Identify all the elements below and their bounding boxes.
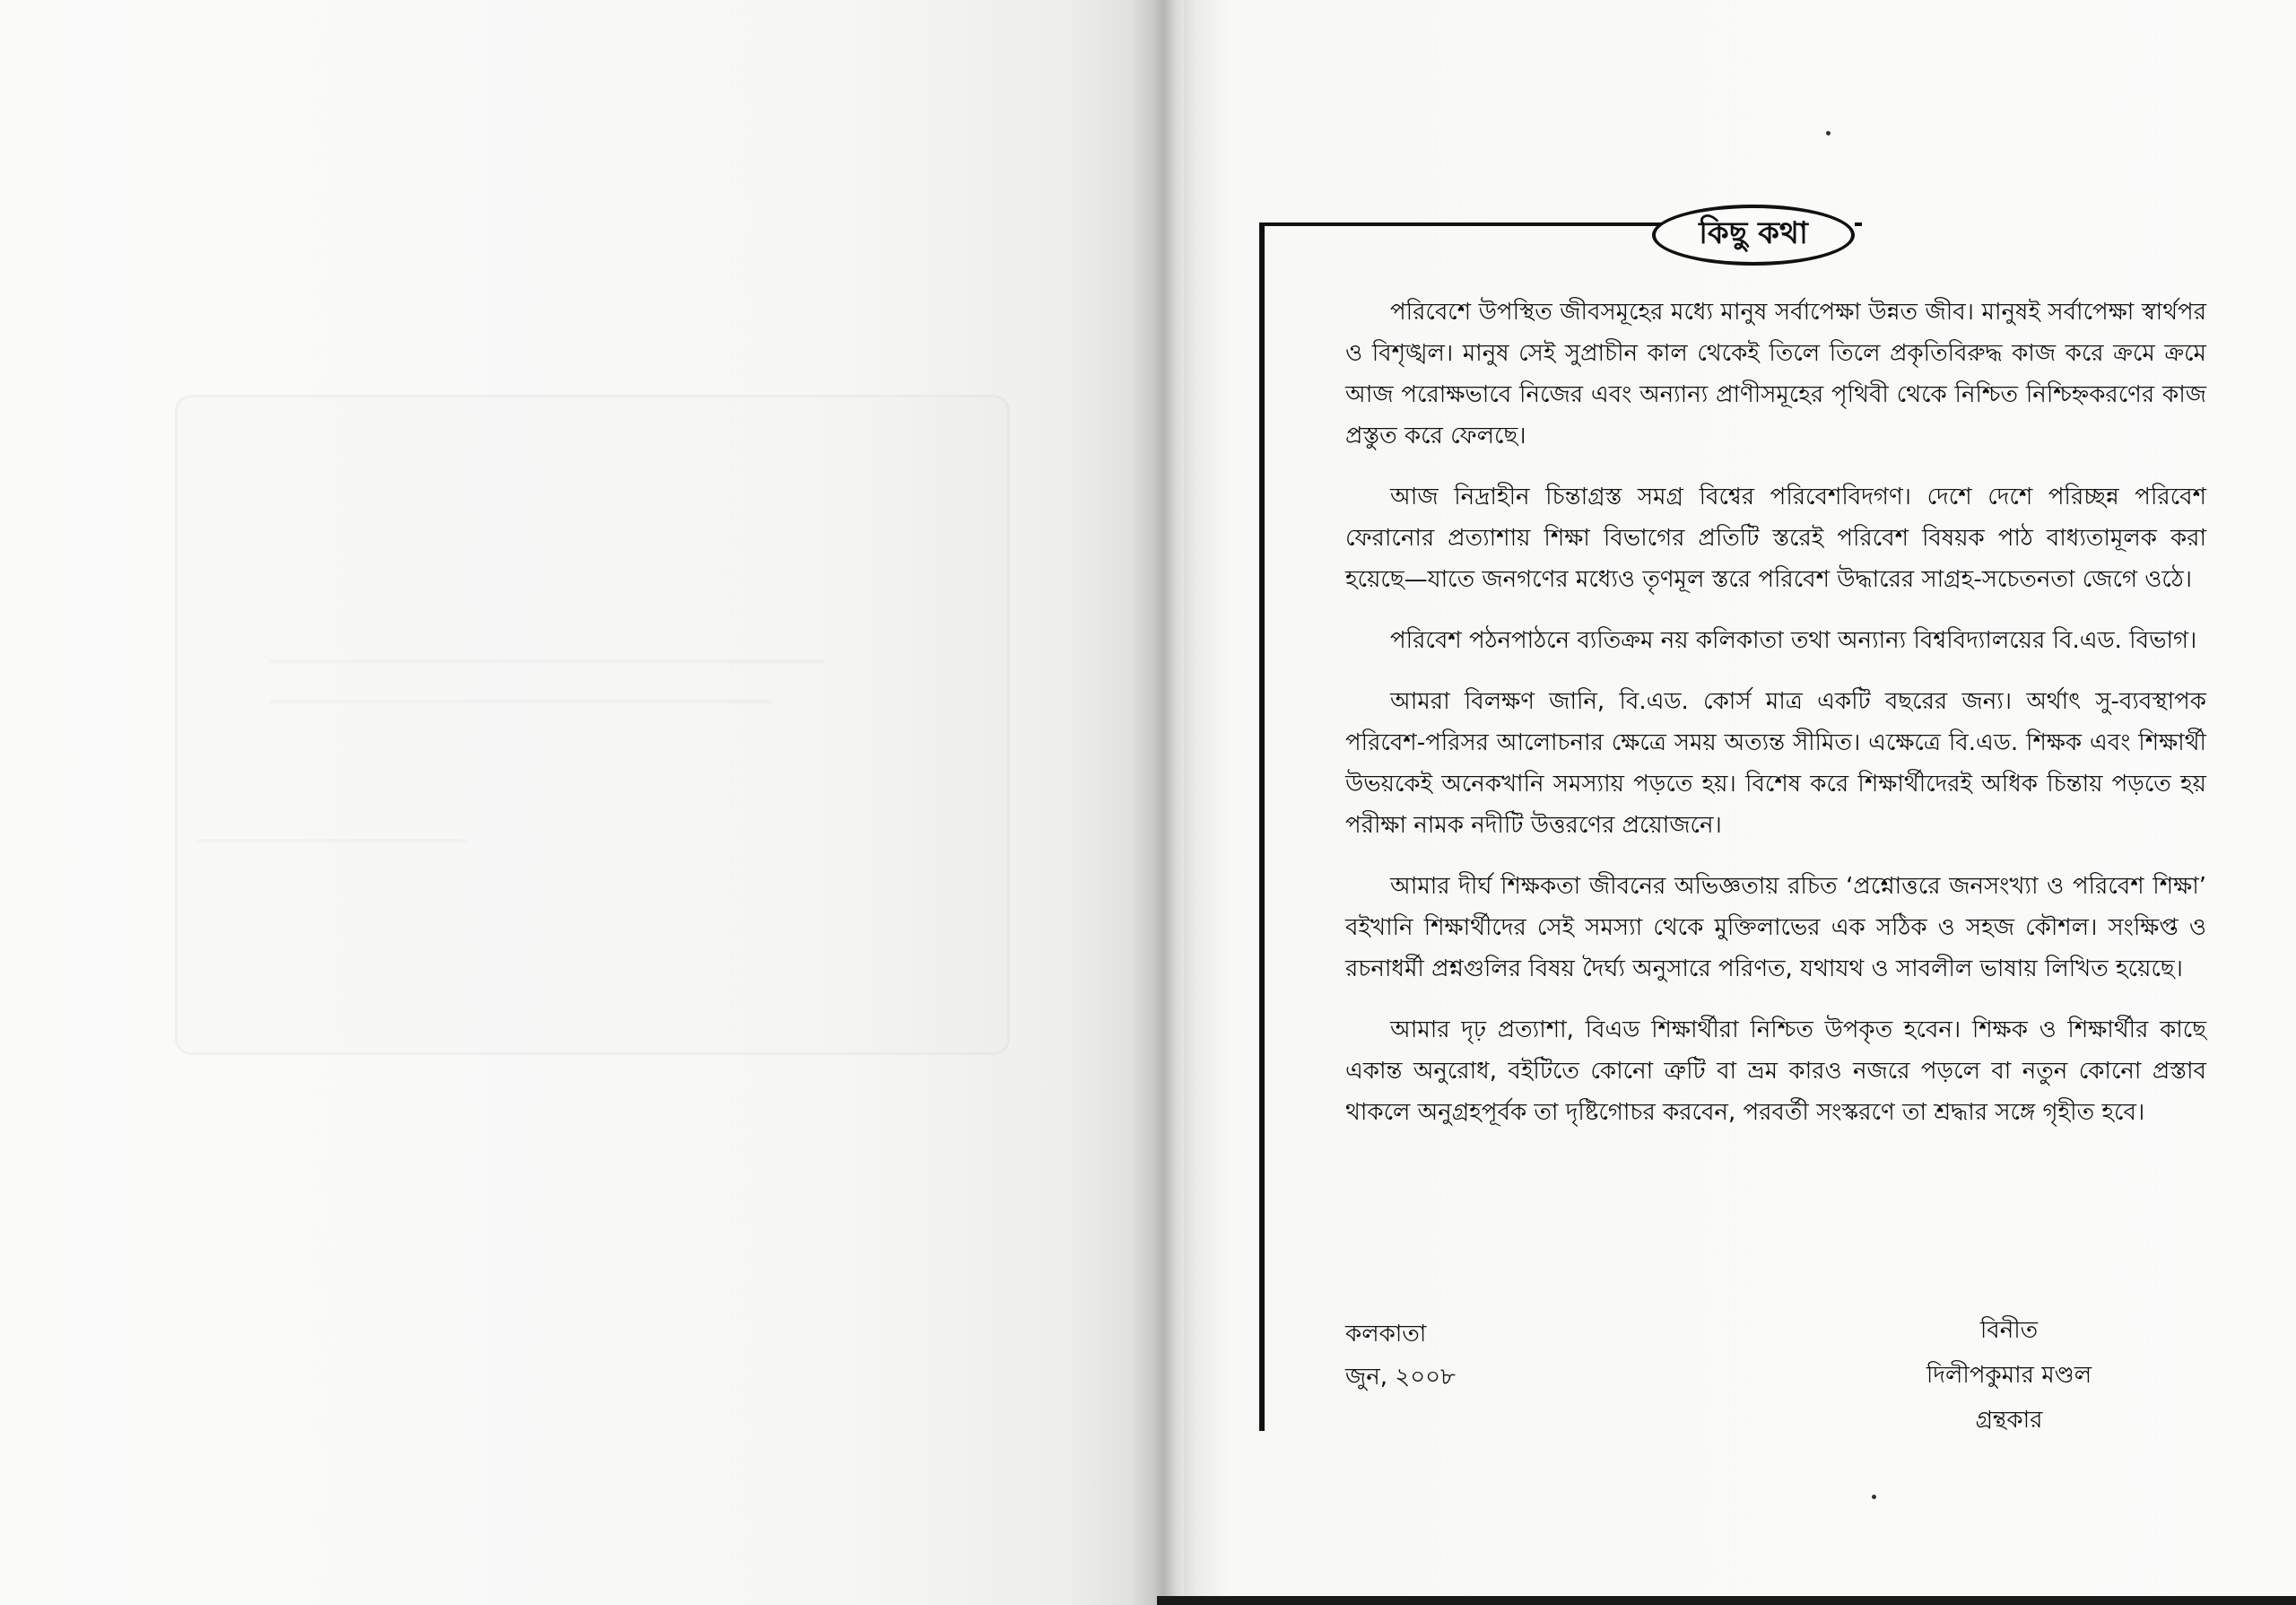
ink-speck bbox=[1826, 131, 1831, 135]
frame-top-rule bbox=[1259, 222, 1663, 226]
paragraph: আমার দীর্ঘ শিক্ষকতা জীবনের অভিজ্ঞতায় রচিত ‘প্রশ্নোত্তরে জনসংখ্যা ও পরিবেশ শিক্ষা’ বইখানি শিক্ষার্থীদের সেই সমস্যা থেকে মুক্তিলাভের এক সঠিক ও সহজ কৌশল। সংক্ষিপ্ত ও রচনাধর্মী প্রশ্নগুলির বিষয় দৈর্ঘ্য অনুসারে পরিণত, যথাযথ ও সাবলীল ভাষায় লিখিত হয়েছে। bbox=[1345, 873, 2206, 982]
bleed-through-box bbox=[175, 395, 1010, 1055]
paragraph: আমরা বিলক্ষণ জানি, বি.এড. কোর্স মাত্র একটি বছরের জন্য। অর্থাৎ সু-ব্যবস্থাপক পরিবেশ-পরিসর আলোচনার ক্ষেত্রে সময় অত্যন্ত সীমিত। এক্ষেত্রে বি.এড. শিক্ষক এবং শিক্ষার্থী উভয়কেই অনেকখানি সমস্যায় পড়তে হয়। বিশেষ করে শিক্ষার্থীদেরই অধিক চিন্তায় পড়তে হয় পরীক্ষা নামক নদীটি উত্তরণের প্রয়োজনে। bbox=[1345, 688, 2206, 839]
preface-body bbox=[1345, 292, 2206, 1153]
date-text: জুন, ২০০৮ bbox=[1345, 1364, 1456, 1391]
preface-heading: কিছু কথা bbox=[1652, 205, 1855, 266]
book-spine bbox=[1132, 0, 1195, 1605]
paragraph: পরিবেশে উপস্থিত জীবসমূহের মধ্যে মানুষ সর্বাপেক্ষা উন্নত জীব। মানুষই সর্বাপেক্ষা স্বার্থপর ও বিশৃঙ্খল। মানুষ সেই সুপ্রাচীন কাল থেকেই তিলে তিলে প্রকৃতিবিরুদ্ধ কাজ করে ক্রমে ক্রমে আজ পরোক্ষভাবে নিজের এবং অন্যান্য প্রাণীসমূহের পৃথিবী থেকে নিশ্চিত নিশ্চিহ্নকরণের কাজ প্রস্তুত করে ফেলছে। bbox=[1345, 299, 2206, 449]
place-text: কলকাতা bbox=[1345, 1321, 1427, 1348]
author-name: দিলীপকুমার মণ্ডল bbox=[1926, 1362, 2092, 1389]
frame-top-rule-tail bbox=[1855, 222, 1862, 226]
paragraph: আমার দৃঢ় প্রত্যাশা, বিএড শিক্ষার্থীরা নিশ্চিত উপকৃত হবেন। শিক্ষক ও শিক্ষার্থীর কাছে একান্ত অনুরোধ, বইটিতে কোনো ত্রুটি বা ভ্রম কারও নজরে পড়লে বা নতুন কোনো প্রস্তাব থাকলে অনুগ্রহপূর্বক তা দৃষ্টিগোচর করবেন, পরবর্তী সংস্করণে তা শ্রদ্ধার সঙ্গে গৃহীত হবে। bbox=[1345, 1016, 2206, 1126]
bleed-through-line bbox=[269, 659, 825, 663]
author-role: গ্রন্থকার bbox=[1975, 1407, 2043, 1434]
frame-left-rule bbox=[1259, 222, 1265, 1431]
bleed-through-line bbox=[197, 839, 466, 842]
page-edge-shadow bbox=[1157, 1596, 2296, 1605]
signature-block bbox=[1874, 1308, 2144, 1443]
closing-text: বিনীত bbox=[1979, 1317, 2039, 1344]
paragraph: পরিবেশ পঠনপাঠনে ব্যতিক্রম নয় কলিকাতা তথা অন্যান্য বিশ্ববিদ্যালয়ের বি.এড. বিভাগ। bbox=[1390, 627, 2197, 654]
paragraph: আজ নিদ্রাহীন চিন্তাগ্রস্ত সমগ্র বিশ্বের পরিবেশবিদগণ। দেশে দেশে পরিচ্ছন্ন পরিবেশ ফেরানোর প্রত্যাশায় শিক্ষা বিভাগের প্রতিটি স্তরেই পরিবেশ বিষয়ক পাঠ বাধ্যতামূলক করা হয়েছে—যাতে জনগণের মধ্যেও তৃণমূল স্তরে পরিবেশ উদ্ধারের সাগ্রহ-সচেতনতা জেগে ওঠে। bbox=[1345, 484, 2206, 593]
place-date-block bbox=[1345, 1313, 1456, 1399]
bleed-through-line bbox=[269, 700, 771, 703]
ink-speck bbox=[1872, 1495, 1876, 1499]
